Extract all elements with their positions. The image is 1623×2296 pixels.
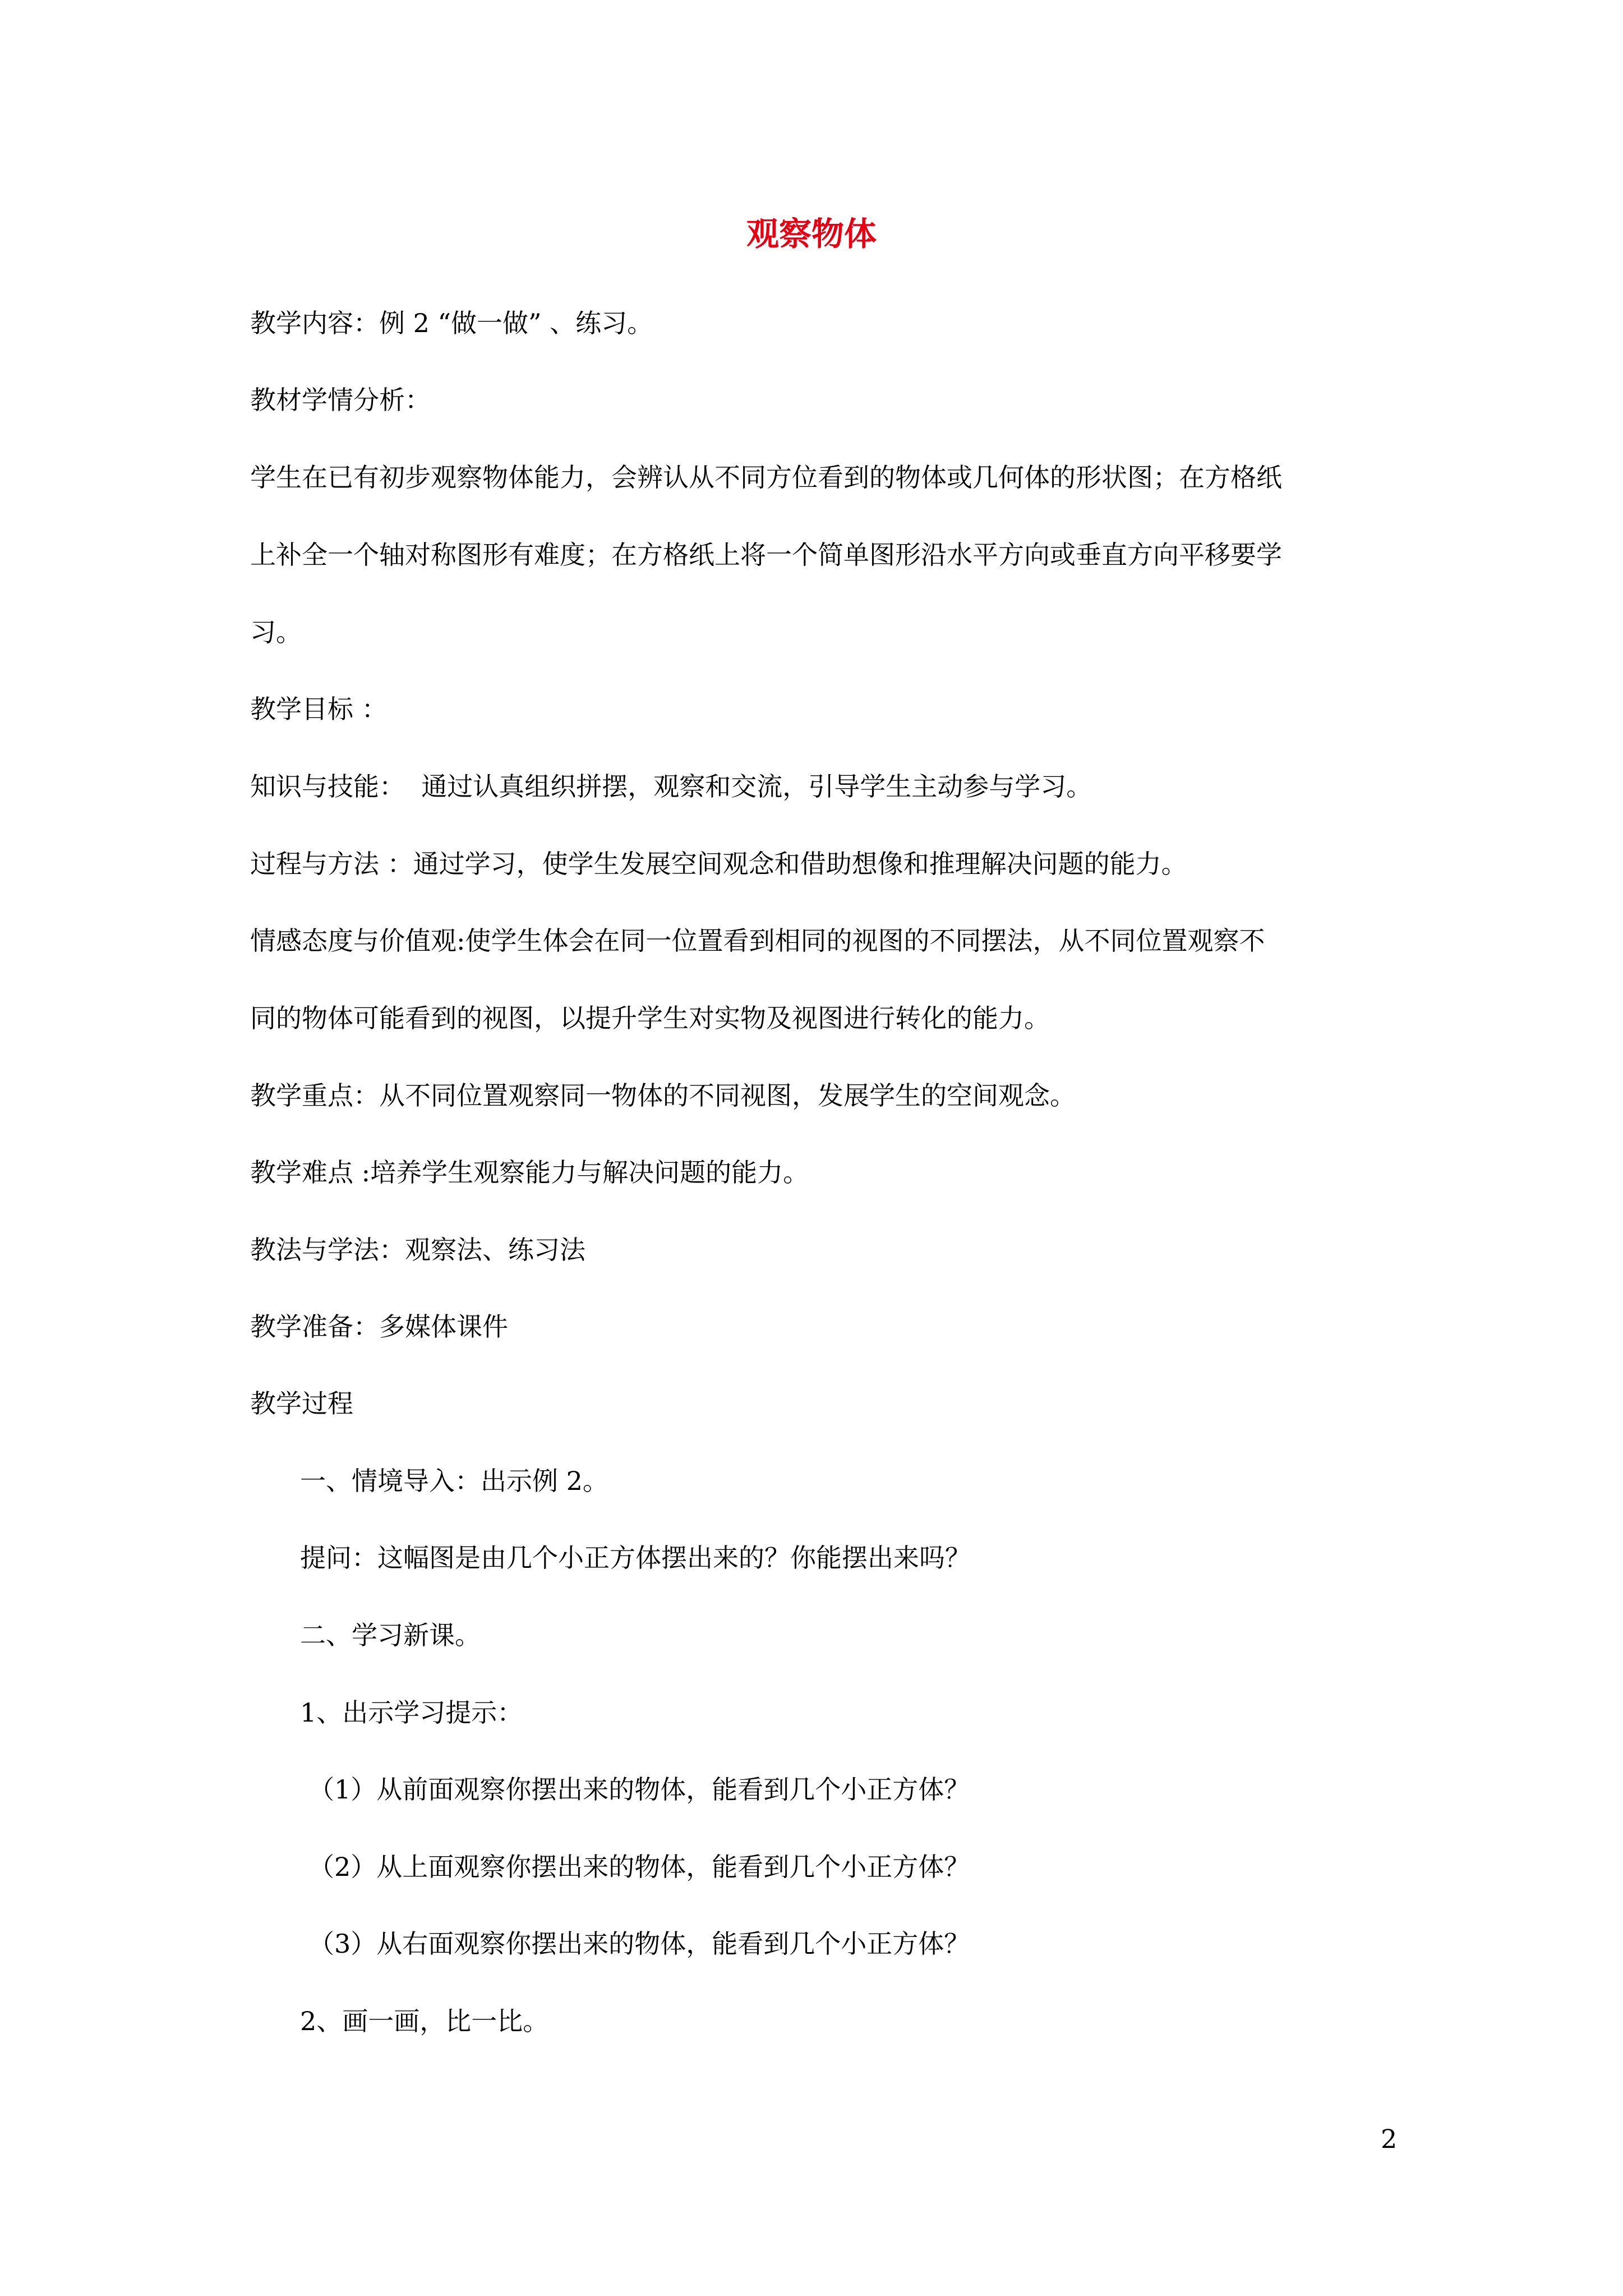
tip-item-2: （2）从上面观察你摆出来的物体，能看到几个小正方体？ — [308, 1852, 970, 1882]
teaching-methods: 教法与学法：观察法、练习法 — [250, 1235, 585, 1265]
objective-emotion-line-1: 情感态度与价值观:使学生体会在同一位置看到相同的视图的不同摆法，从不同位置观察不 — [250, 926, 1265, 956]
learning-tips-heading: 1、出示学习提示： — [300, 1697, 523, 1728]
tip-item-1: （1）从前面观察你摆出来的物体，能看到几个小正方体？ — [308, 1774, 970, 1805]
tip-item-3: （3）从右面观察你摆出来的物体，能看到几个小正方体？ — [308, 1929, 970, 1959]
analysis-text-line-2: 上补全一个轴对称图形有难度；在方格纸上将一个简单图形沿水平方向或垂直方向平移要学 — [250, 540, 1282, 570]
analysis-heading: 教材学情分析： — [250, 385, 431, 415]
analysis-text-line-3: 习。 — [250, 617, 302, 647]
teaching-process-heading: 教学过程 — [250, 1388, 353, 1419]
teaching-content-line: 教学内容：例 2 “做一做” 、练习。 — [250, 308, 653, 338]
objective-process-method: 过程与方法 ：通过学习，使学生发展空间观念和借助想像和推理解决问题的能力。 — [250, 849, 1187, 879]
document-title: 观察物体 — [746, 215, 877, 253]
draw-compare-line: 2、画一画，比一比。 — [300, 2006, 549, 2036]
teaching-key-point: 教学重点：从不同位置观察同一物体的不同视图，发展学生的空间观念。 — [250, 1080, 1076, 1111]
analysis-text-line-1: 学生在已有初步观察物体能力，会辨认从不同方位看到的物体或几何体的形状图；在方格纸 — [250, 462, 1282, 493]
teaching-difficulty: 教学难点 :培养学生观察能力与解决问题的能力。 — [250, 1157, 809, 1188]
page-number: 2 — [1381, 2124, 1398, 2154]
objective-knowledge-skills: 知识与技能： 通过认真组织拼摆，观察和交流，引导学生主动参与学习。 — [250, 771, 1092, 802]
teaching-preparation: 教学准备：多媒体课件 — [250, 1312, 508, 1342]
objective-emotion-line-2: 同的物体可能看到的视图，以提升学生对实物及视图进行转化的能力。 — [250, 1003, 1050, 1033]
objectives-heading: 教学目标 ： — [250, 694, 388, 724]
section-two-heading: 二、学习新课。 — [300, 1620, 481, 1650]
section-one-intro: 一、情境导入：出示例 2。 — [300, 1466, 608, 1496]
question-line: 提问：这幅图是由几个小正方体摆出来的？你能摆出来吗？ — [300, 1543, 971, 1573]
